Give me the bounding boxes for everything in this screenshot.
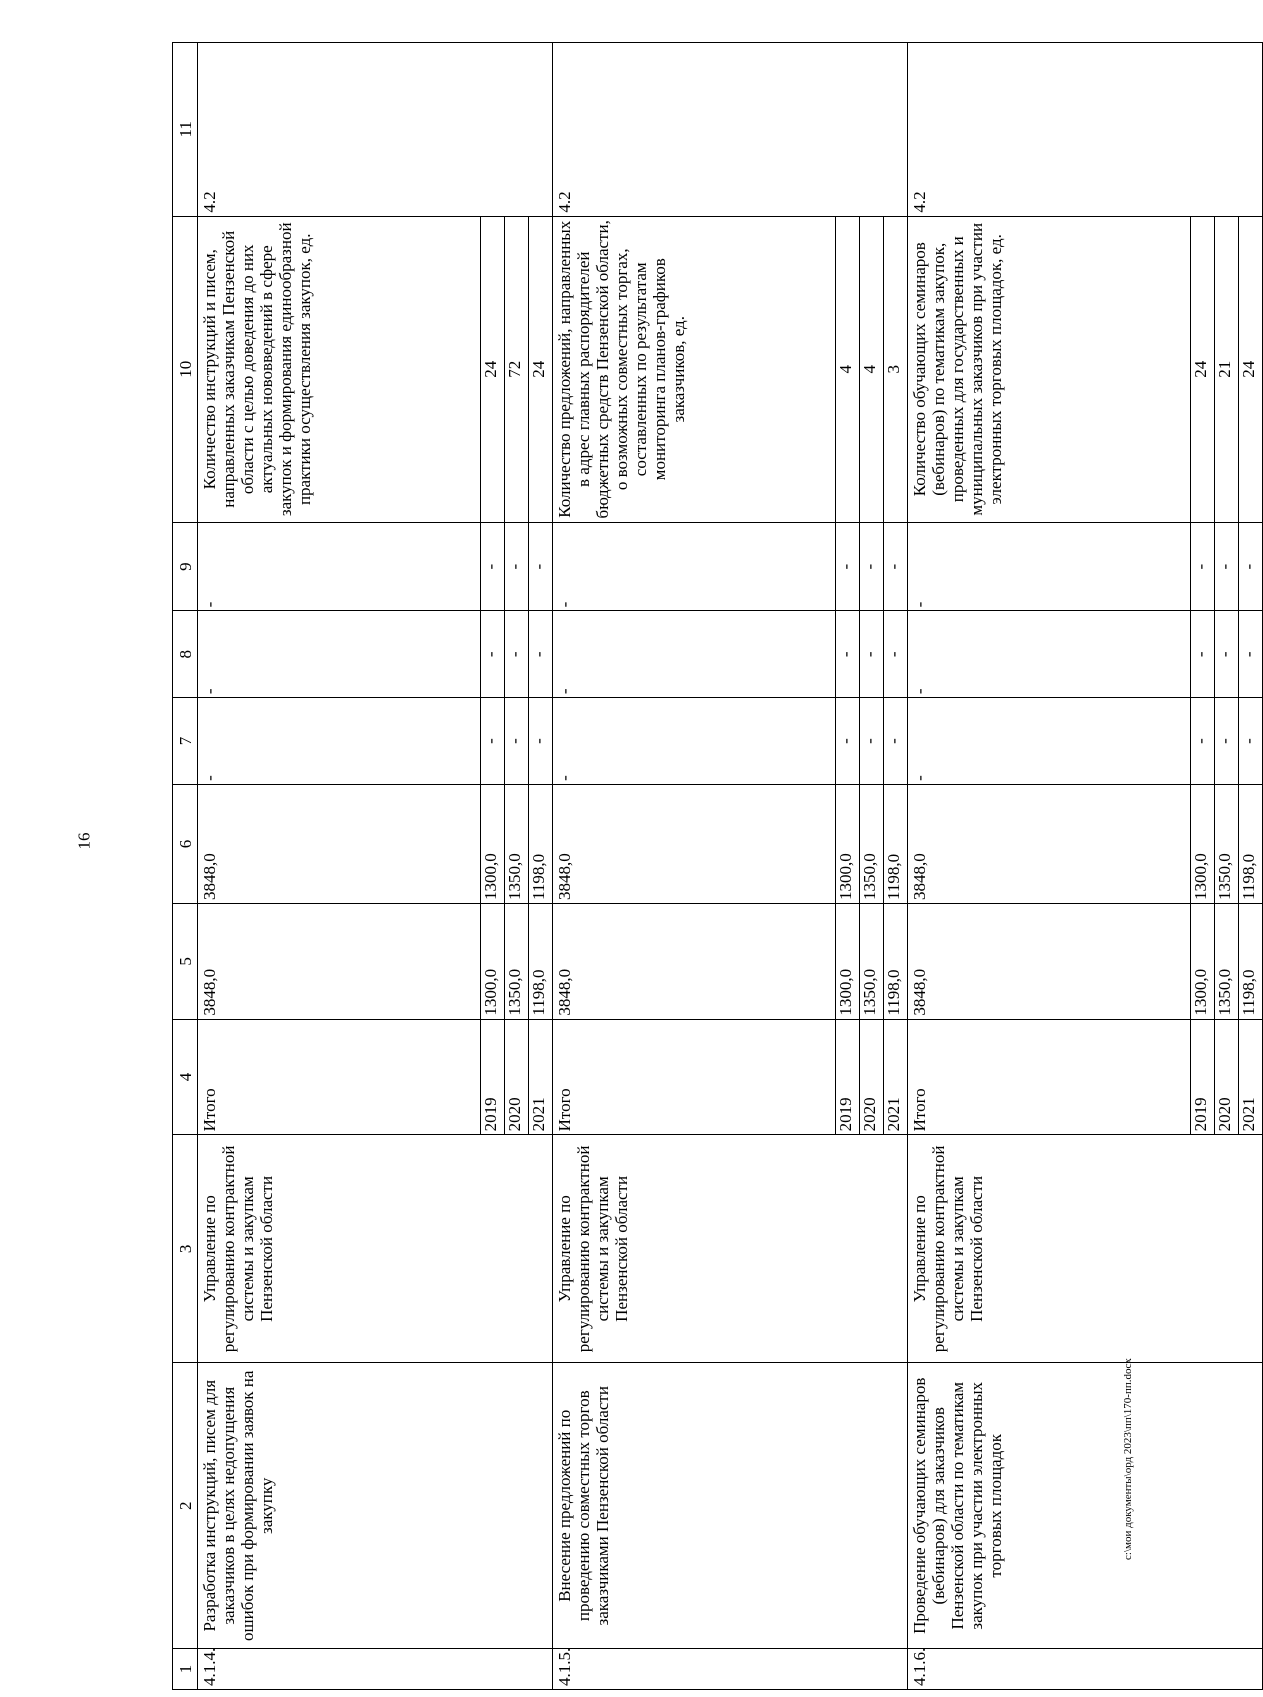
year-col5: 1350,0 (860, 903, 884, 1019)
year-col10: 4 (860, 216, 884, 522)
measure-name: Внесение предложений по проведению совместных торгов заказчиками Пензенской области (553, 1363, 908, 1649)
total-col7: - (553, 698, 836, 785)
indicator-text: Количество предложений, направленных в адрес главных распорядителей бюджетных средств Пензенской области, о возможных совместных торгах, составленных по результатам мониторинга планов-графиков заказчиков, ед. (553, 216, 836, 522)
year-col6: 1300,0 (1191, 784, 1215, 903)
year-label: 2020 (1215, 1019, 1239, 1135)
year-col5: 1300,0 (481, 903, 505, 1019)
year-col10: 24 (1239, 216, 1263, 522)
year-label: 2021 (1239, 1019, 1263, 1135)
goal-ref: 4.2 (553, 43, 908, 217)
total-col8: - (553, 611, 836, 698)
indicator-text: Количество обучающих семинаров (вебинаров) по тематикам закупок, проведенных для государственных и муниципальных заказчиков при участии электронных торговых площадок, ед. (908, 216, 1191, 522)
year-col6: 1350,0 (505, 784, 529, 903)
year-col10: 24 (481, 216, 505, 522)
total-label: Итого (553, 1019, 836, 1135)
column-header-5: 5 (173, 903, 198, 1019)
goal-ref: 4.2 (908, 43, 1263, 217)
total-col6: 3848,0 (198, 784, 481, 903)
total-col7: - (198, 698, 481, 785)
year-col9: - (529, 522, 553, 610)
year-label: 2021 (529, 1019, 553, 1135)
total-col9: - (908, 522, 1191, 610)
year-label: 2019 (481, 1019, 505, 1135)
column-header-2: 2 (173, 1363, 198, 1649)
year-col7: - (884, 698, 908, 785)
footer-file-path: c:\мои документы\орд 2023\пп\170-пп.docx (1122, 1358, 1134, 1560)
year-col7: - (1191, 698, 1215, 785)
column-header-11: 11 (173, 43, 198, 217)
goal-ref: 4.2 (198, 43, 553, 217)
year-col7: - (860, 698, 884, 785)
year-col9: - (1215, 522, 1239, 610)
total-col9: - (553, 522, 836, 610)
year-col8: - (505, 611, 529, 698)
total-col8: - (908, 611, 1191, 698)
table-body (198, 43, 1263, 1690)
column-header-10: 10 (173, 216, 198, 522)
year-col7: - (836, 698, 860, 785)
year-col9: - (505, 522, 529, 610)
year-col9: - (836, 522, 860, 610)
header-row (173, 43, 198, 1690)
year-col10: 3 (884, 216, 908, 522)
year-label: 2019 (836, 1019, 860, 1135)
year-label: 2021 (884, 1019, 908, 1135)
column-header-3: 3 (173, 1135, 198, 1363)
year-col7: - (481, 698, 505, 785)
column-header-4: 4 (173, 1019, 198, 1135)
year-col5: 1198,0 (1239, 903, 1263, 1019)
indicator-text: Количество инструкций и писем, направленных заказчикам Пензенской области с целью доведения до них актуальных нововведений в сфере закупок и формирования единообразной практики осуществления закупок, ед. (198, 216, 481, 522)
year-col10: 21 (1215, 216, 1239, 522)
year-col8: - (481, 611, 505, 698)
executor: Управление по регулированию контрактной системы и закупкам Пензенской области (908, 1135, 1263, 1363)
total-col5: 3848,0 (908, 903, 1191, 1019)
year-col7: - (529, 698, 553, 785)
year-col6: 1350,0 (1215, 784, 1239, 903)
total-col5: 3848,0 (553, 903, 836, 1019)
year-col9: - (1191, 522, 1215, 610)
column-header-8: 8 (173, 611, 198, 698)
year-label: 2020 (860, 1019, 884, 1135)
year-col9: - (884, 522, 908, 610)
rotated-table-wrapper (172, 42, 1258, 1690)
year-col10: 24 (1191, 216, 1215, 522)
total-col6: 3848,0 (553, 784, 836, 903)
year-col7: - (1239, 698, 1263, 785)
page-number: 16 (74, 832, 94, 850)
year-col8: - (1191, 611, 1215, 698)
year-col8: - (884, 611, 908, 698)
year-col8: - (860, 611, 884, 698)
year-col5: 1350,0 (505, 903, 529, 1019)
year-col10: 24 (529, 216, 553, 522)
row-number: 4.1.5. (553, 1649, 908, 1690)
year-label: 2019 (1191, 1019, 1215, 1135)
year-col7: - (505, 698, 529, 785)
year-col9: - (481, 522, 505, 610)
table-row (198, 43, 481, 1690)
executor: Управление по регулированию контрактной системы и закупкам Пензенской области (198, 1135, 553, 1363)
year-col10: 4 (836, 216, 860, 522)
year-col6: 1300,0 (836, 784, 860, 903)
year-col6: 1198,0 (529, 784, 553, 903)
year-col10: 72 (505, 216, 529, 522)
total-col9: - (198, 522, 481, 610)
year-col5: 1300,0 (1191, 903, 1215, 1019)
year-col9: - (1239, 522, 1263, 610)
year-col8: - (1239, 611, 1263, 698)
total-col7: - (908, 698, 1191, 785)
executor: Управление по регулированию контрактной системы и закупкам Пензенской области (553, 1135, 908, 1363)
year-label: 2020 (505, 1019, 529, 1135)
total-col5: 3848,0 (198, 903, 481, 1019)
year-col5: 1300,0 (836, 903, 860, 1019)
column-header-6: 6 (173, 784, 198, 903)
year-col5: 1350,0 (1215, 903, 1239, 1019)
column-header-9: 9 (173, 522, 198, 610)
year-col7: - (1215, 698, 1239, 785)
year-col6: 1198,0 (884, 784, 908, 903)
total-col6: 3848,0 (908, 784, 1191, 903)
year-col5: 1198,0 (884, 903, 908, 1019)
measure-name: Проведение обучающих семинаров (вебинаров) для заказчиков Пензенской области по тематикам закупок при участии электронных торговых площадок (908, 1363, 1263, 1649)
year-col6: 1300,0 (481, 784, 505, 903)
year-col8: - (1215, 611, 1239, 698)
year-col9: - (860, 522, 884, 610)
year-col8: - (836, 611, 860, 698)
year-col8: - (529, 611, 553, 698)
table-row (908, 43, 1191, 1690)
total-label: Итого (198, 1019, 481, 1135)
year-col6: 1198,0 (1239, 784, 1263, 903)
program-table (172, 42, 1263, 1690)
year-col5: 1198,0 (529, 903, 553, 1019)
total-label: Итого (908, 1019, 1191, 1135)
row-number: 4.1.6. (908, 1649, 1263, 1690)
table-row (553, 43, 836, 1690)
year-col6: 1350,0 (860, 784, 884, 903)
measure-name: Разработка инструкций, писем для заказчиков в целях недопущения ошибок при формировании заявок на закупку (198, 1363, 553, 1649)
column-header-7: 7 (173, 698, 198, 785)
row-number: 4.1.4. (198, 1649, 553, 1690)
total-col8: - (198, 611, 481, 698)
column-header-1: 1 (173, 1649, 198, 1690)
